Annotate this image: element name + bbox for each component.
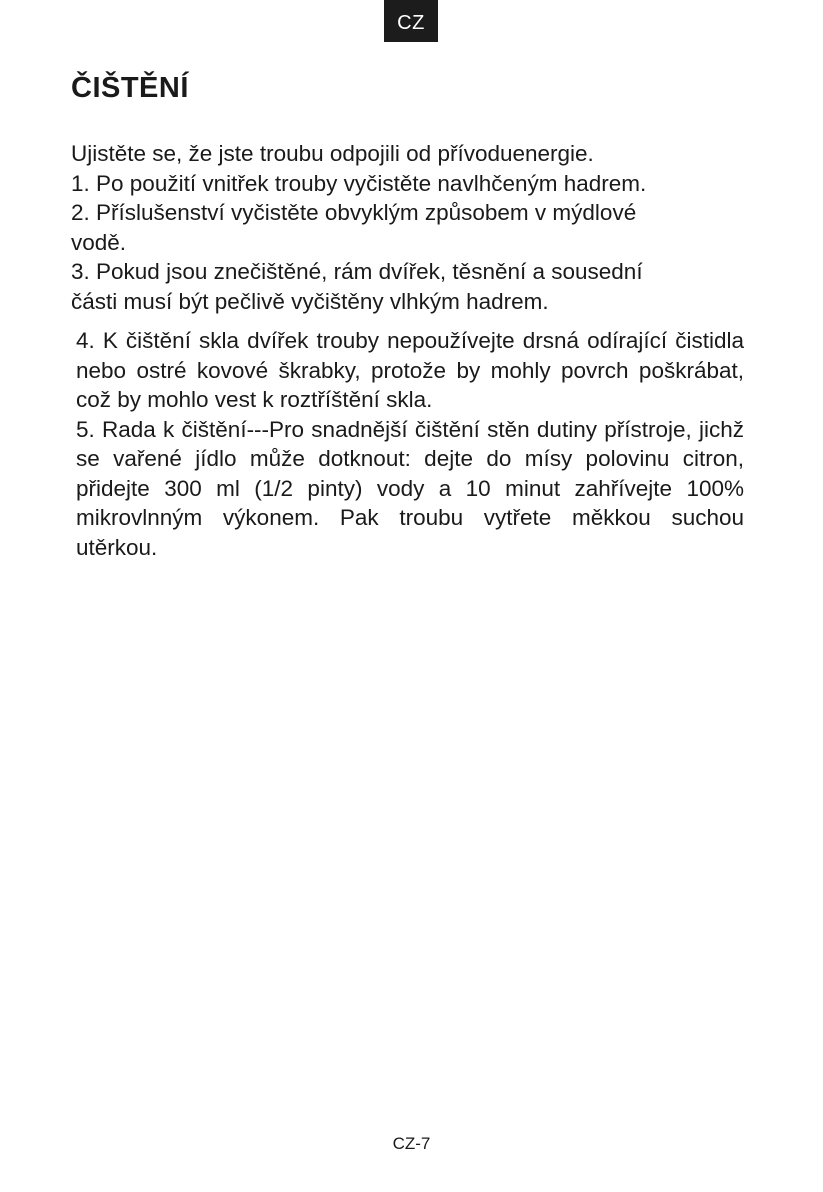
intro-line: Ujistěte se, že jste troubu odpojili od přívoduenergie.: [71, 141, 594, 166]
intro-line: 1. Po použití vnitřek trouby vyčistěte navlhčeným hadrem.: [71, 170, 647, 196]
intro-line: části musí být pečlivě vyčištěny vlhkým hadrem.: [71, 288, 549, 314]
intro-line: 2. Příslušenství vyčistěte obvyklým způsobem v mýdlové: [71, 200, 637, 225]
page-number: CZ-7: [392, 1134, 431, 1153]
instruction-item-5: 5. Rada k čištění---Pro snadnější čištění stěn dutiny přístroje, jichž se vařené jídlo může dotknout: dejte do mísy polovinu citron, přidejte 300 ml (1/2 pinty) vody a 10 minut zahřívejte 100% mikrovlnným výkonem. Pak troubu vytřete měkkou suchou utěrkou.: [76, 416, 744, 560]
page-title: ČIŠTĚNÍ: [71, 72, 189, 104]
intro-line: vodě.: [71, 229, 127, 255]
intro-line: 3. Pokud jsou znečištěné, rám dvířek, těsnění a sousední: [71, 259, 643, 284]
intro-block: [71, 139, 761, 316]
language-tab: CZ: [384, 0, 438, 42]
instruction-item-4: 4. K čištění skla dvířek trouby nepoužívejte drsná odírající čistidla nebo ostré kovové škrabky, protože by mohly povrch poškrábat, což by mohlo vest k roztříštění skla.: [76, 328, 744, 412]
instructions-block: [76, 326, 744, 562]
